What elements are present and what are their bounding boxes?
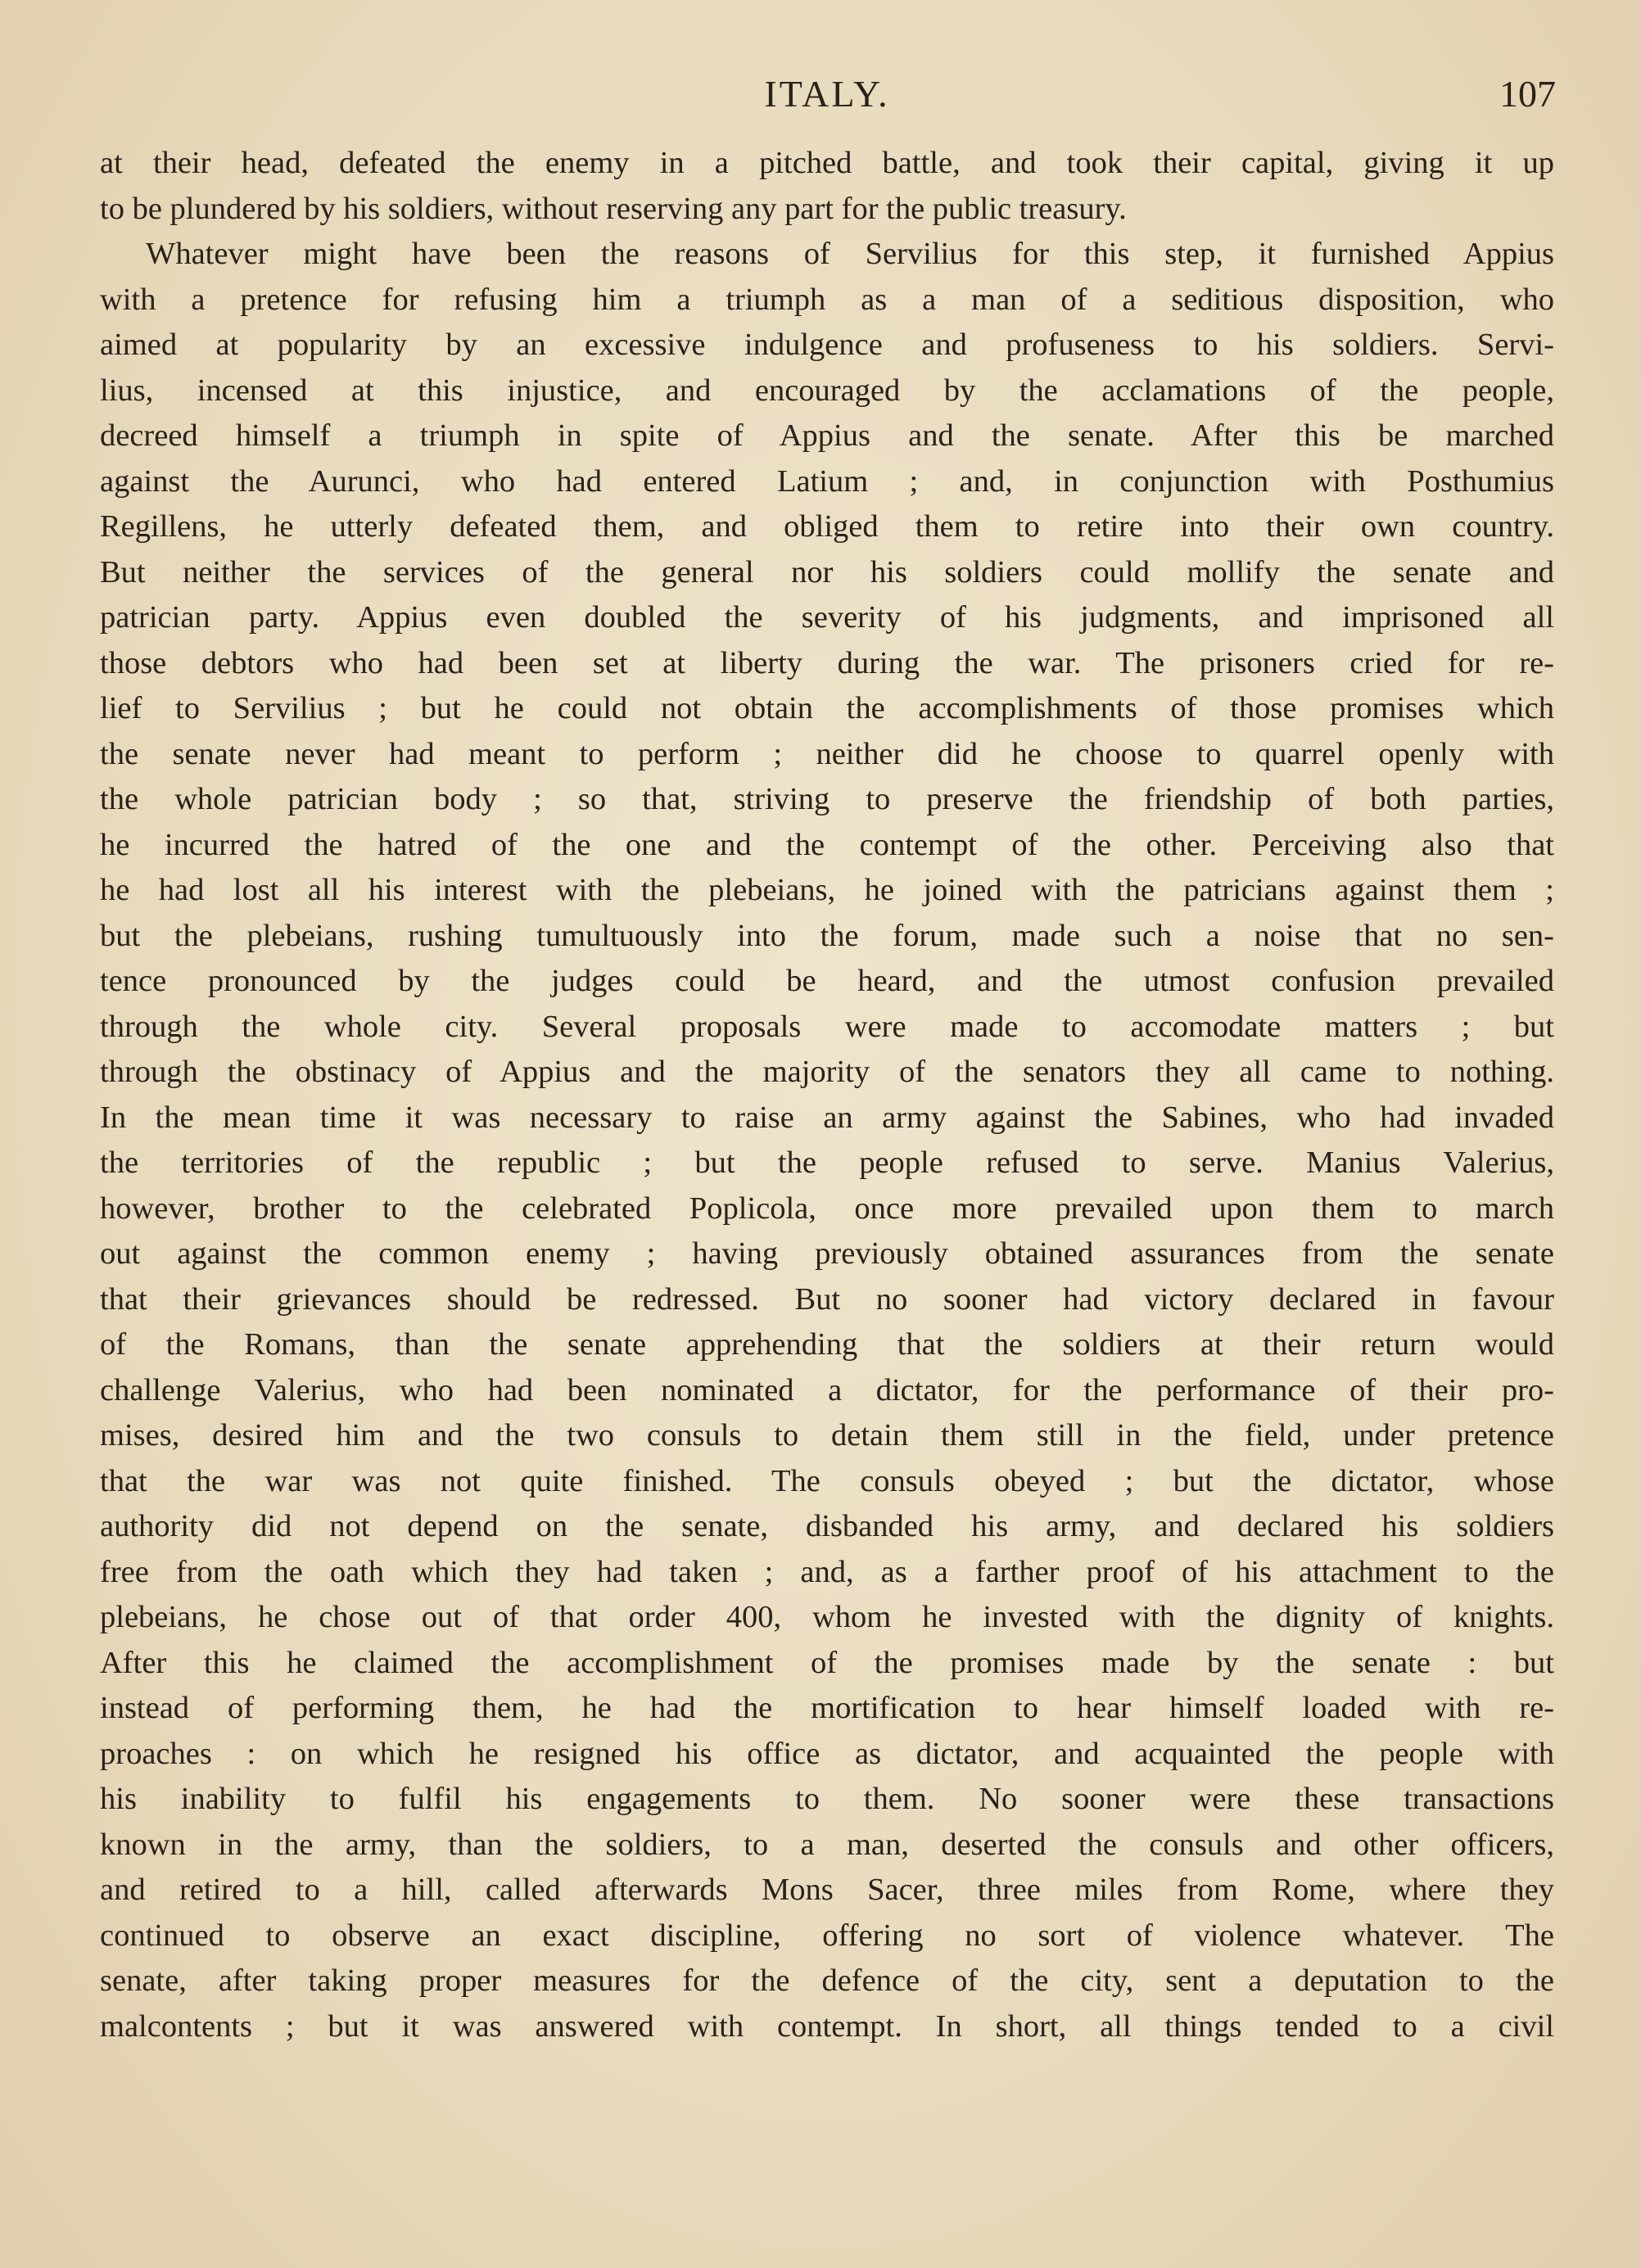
text-line: against the Aurunci, who had entered Latium ; and, in conjunction with Posthumius [100,463,1554,499]
text-line: plebeians, he chose out of that order 400, whom he invested with the dignity of knights. [100,1600,1554,1634]
text-line: his inability to fulfil his engagements to them. No sooner were these transactions [100,1782,1554,1816]
text-line: After this he claimed the accomplishment of the promises made by the senate : but [100,1645,1554,1680]
text-line: with a pretence for refusing him a triumph as a man of a seditious disposition, who [100,282,1554,317]
running-title: ITALY. [764,73,890,115]
text-line: free from the oath which they had taken ; and, as a farther proof of his attachment to the [100,1554,1554,1589]
text-line: decreed himself a triumph in spite of Appius and the senate. After this be marched [100,418,1554,453]
text-line: that the war was not quite finished. The consuls obeyed ; but the dictator, whose [100,1463,1554,1498]
text-line: continued to observe an exact discipline, offering no sort of violence whatever. The [100,1918,1554,1953]
text-line: he incurred the hatred of the one and the contempt of the other. Perceiving also that [100,827,1554,862]
text-line: Whatever might have been the reasons of Servilius for this step, it furnished Appius [146,237,1554,271]
text-line: he had lost all his interest with the plebeians, he joined with the patricians against them ; [100,873,1554,907]
text-line: lief to Servilius ; but he could not obtain the accomplishments of those promises which [100,691,1554,725]
text-line: at their head, defeated the enemy in a pitched battle, and took their capital, giving it up [100,146,1554,180]
text-line: the territories of the republic ; but the people refused to serve. Manius Valerius, [100,1145,1554,1180]
text-line: patrician party. Appius even doubled the severity of his judgments, and imprisoned all [100,600,1554,635]
text-line: the whole patrician body ; so that, striving to preserve the friendship of both parties, [100,782,1554,816]
text-line: the senate never had meant to perform ; neither did he choose to quarrel openly with [100,736,1554,771]
page-header [98,72,1556,121]
text-line: Regillens, he utterly defeated them, and obliged them to retire into their own country. [100,509,1554,544]
text-line: senate, after taking proper measures for the defence of the city, sent a deputation to the [100,1963,1554,1998]
text-line: of the Romans, than the senate apprehending that the soldiers at their return would [100,1327,1554,1362]
page-number: 107 [1499,73,1556,115]
text-line: instead of performing them, he had the mortification to hear himself loaded with re- [100,1691,1554,1725]
text-line: proaches : on which he resigned his office as dictator, and acquainted the people with [100,1736,1554,1771]
text-line: and retired to a hill, called afterwards Mons Sacer, three miles from Rome, where they [100,1873,1554,1907]
text-line: known in the army, than the soldiers, to a man, deserted the consuls and other officers, [100,1827,1554,1862]
text-line: tence pronounced by the judges could be heard, and the utmost confusion prevailed [100,964,1554,998]
text-line: through the obstinacy of Appius and the majority of the senators they all came to nothing. [100,1055,1554,1089]
text-line: through the whole city. Several proposals were made to accomodate matters ; but [100,1009,1554,1044]
text-line: lius, incensed at this injustice, and encouraged by the acclamations of the people, [100,373,1554,408]
text-line: mises, desired him and the two consuls to detain them still in the field, under pretence [100,1418,1554,1453]
text-line: that their grievances should be redressed. But no sooner had victory declared in favour [100,1281,1554,1317]
text-line: challenge Valerius, who had been nominated a dictator, for the performance of their pro- [100,1372,1554,1407]
text-line: aimed at popularity by an excessive indulgence and profuseness to his soldiers. Servi- [100,328,1554,362]
text-line: malcontents ; but it was answered with contempt. In short, all things tended to a civil [100,2008,1554,2044]
text-line: but the plebeians, rushing tumultuously into the forum, made such a noise that no sen- [100,918,1554,953]
text-line: But neither the services of the general nor his soldiers could mollify the senate and [100,554,1554,590]
text-line: In the mean time it was necessary to raise an army against the Sabines, who had invaded [100,1100,1554,1135]
text-line: to be plundered by his soldiers, without reserving any part for the public treasury. [100,191,1127,226]
text-line: authority did not depend on the senate, disbanded his army, and declared his soldiers [100,1509,1554,1543]
text-line: however, brother to the celebrated Poplicola, once more prevailed upon them to march [100,1190,1554,1226]
body-text [100,141,1554,2049]
text-line: those debtors who had been set at liberty during the war. The prisoners cried for re- [100,645,1554,680]
text-line: out against the common enemy ; having previously obtained assurances from the senate [100,1236,1554,1271]
